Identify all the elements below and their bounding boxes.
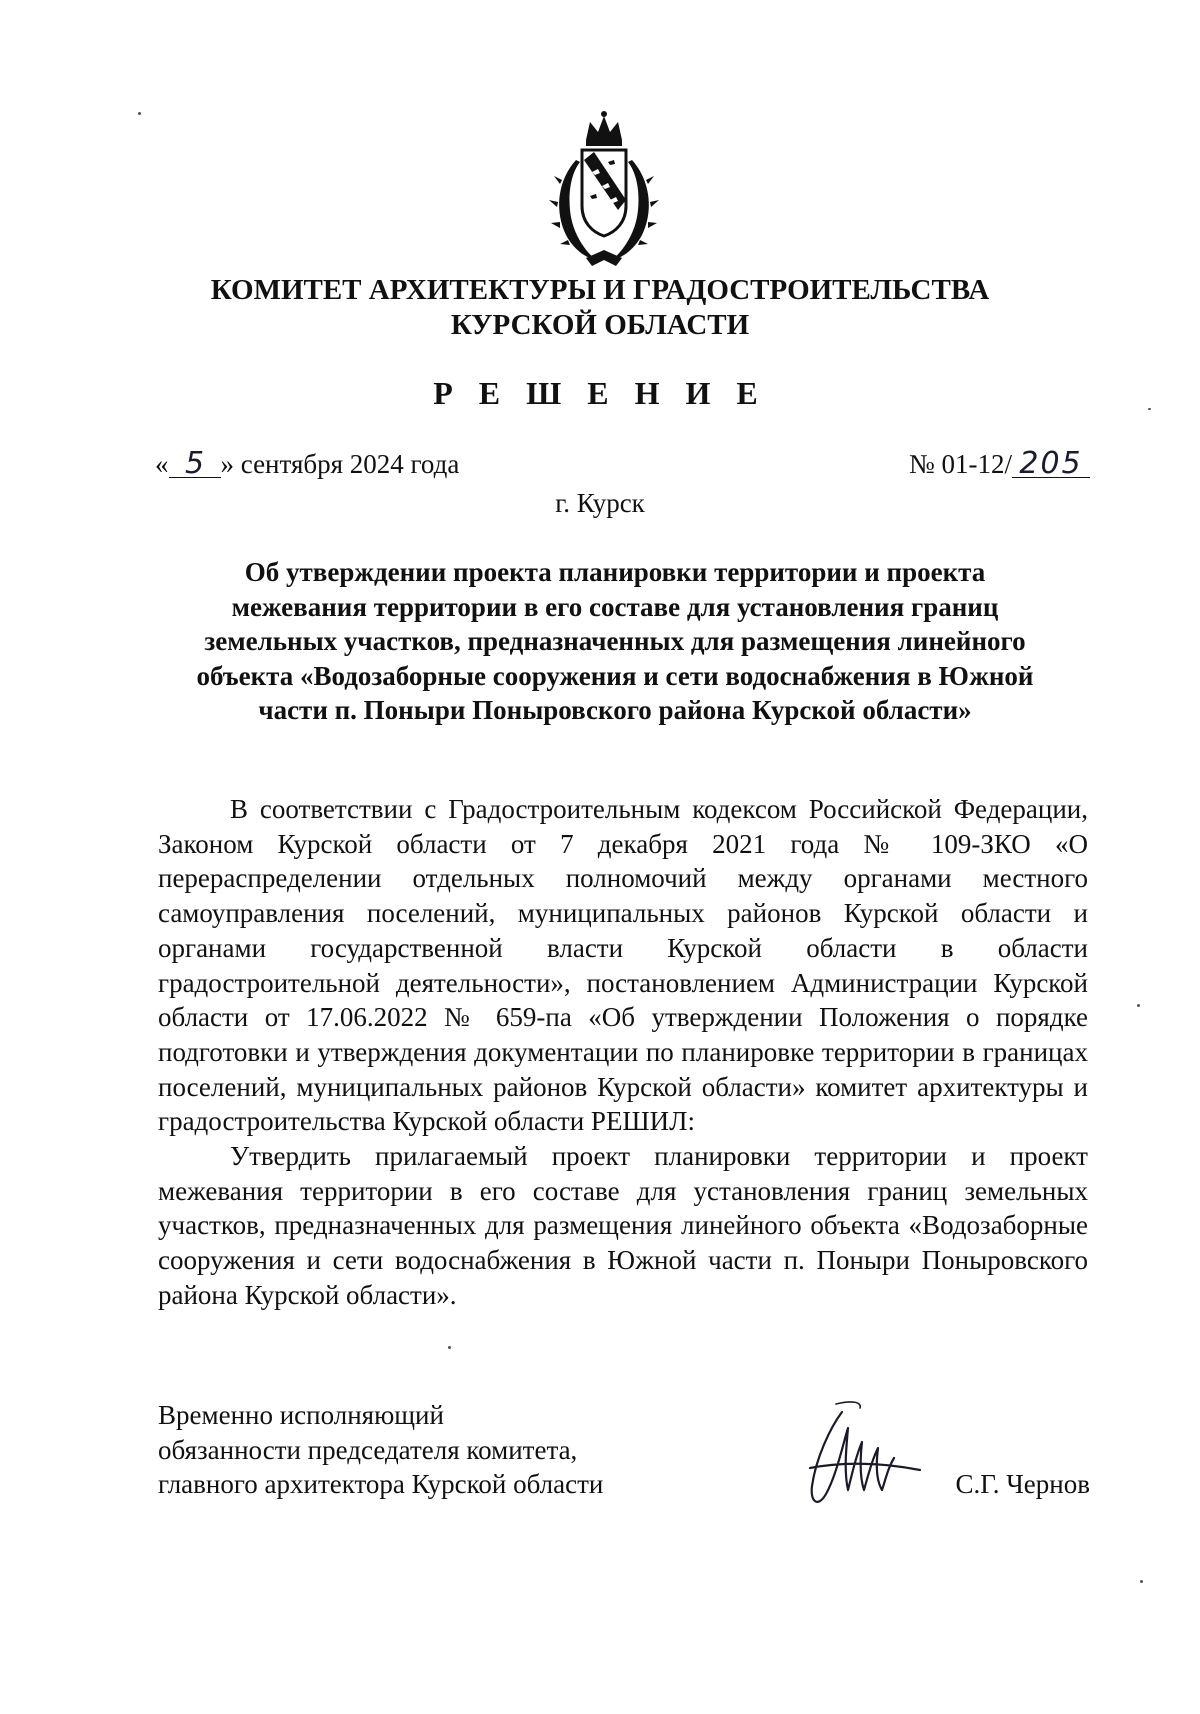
body-paragraph-decision: Утвердить прилагаемый проект планировки территории и проект межевания территории в его составе для установления границ земельных участков, предназначенных для размещения линейного объекта «Водозаборные сооружения и сети водоснабжения в Южной части п. Поныри Поныровского района Курской области». [158, 1141, 1088, 1310]
date-open-quote: « [155, 449, 169, 479]
signer-title-line3: главного архитектора Курской области [158, 1469, 604, 1499]
signer-name: С.Г. Чернов [955, 1469, 1090, 1499]
document-subject [150, 555, 1080, 728]
subject-line: межевания территории в его составе для установления границ [231, 591, 999, 622]
organization-name-line2: КУРСКОЙ ОБЛАСТИ [450, 309, 750, 341]
scan-speck [138, 112, 141, 115]
document-number [909, 448, 1090, 480]
document-body [158, 792, 1088, 1313]
subject-line: объекта «Водозаборные сооружения и сети водоснабжения в Южной [196, 660, 1034, 691]
scan-speck [1140, 1580, 1143, 1583]
date-month-year: » сентября 2024 года [220, 449, 460, 479]
handwritten-signature-icon [790, 1398, 940, 1518]
organization-name-line1: КОМИТЕТ АРХИТЕКТУРЫ И ГРАДОСТРОИТЕЛЬСТВА [210, 274, 990, 306]
document-date [155, 448, 459, 480]
body-paragraph-legal-basis: В соответствии с Градостроительным кодексом Российской Федерации, Законом Курской области от 7 декабря 2021 года № 109-ЗКО «О перераспределении отдельных полномочий между органами местного самоуправления поселений, муниципальных районов Курской области и органами государственной власти Курской области в области градостроительной деятельности», постановлением Администрации Курской области от 17.06.2022 № 659-па «Об утверждении Положения о порядке подготовки и утверждения документации по планировке территории в границах поселений, муниципальных районов Курской области» комитет архитектуры и градостроительства Курской области РЕШИЛ: [158, 794, 1088, 1137]
scan-speck [1148, 408, 1151, 410]
number-handwritten: 205 [1012, 451, 1090, 478]
signer-title-line2: обязанности председателя комитета, [158, 1434, 578, 1465]
number-prefix: № 01-12/ [908, 449, 1012, 479]
scan-speck [448, 1346, 451, 1349]
coat-of-arms-icon [546, 110, 662, 268]
date-day-handwritten: 5 [169, 451, 221, 478]
subject-line: земельных участков, предназначенных для размещения линейного [204, 626, 1026, 657]
scan-speck [1137, 1004, 1140, 1007]
subject-line: части п. Поныри Поныровского района Курской области» [258, 695, 972, 726]
document-type-title: Р Е Ш Е Н И Е [433, 375, 767, 411]
subject-line: Об утверждении проекта планировки территории и проекта [244, 557, 986, 587]
document-city: г. Курск [555, 488, 645, 518]
signer-title-line1: Временно исполняющий [158, 1400, 444, 1430]
signer-position [158, 1398, 603, 1502]
